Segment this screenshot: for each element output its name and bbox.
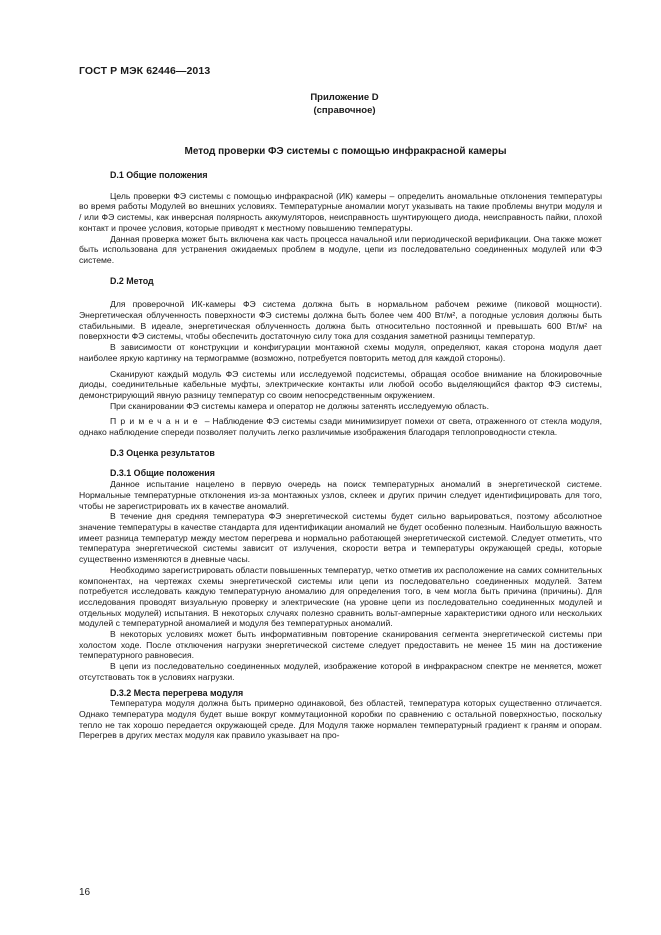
paragraph: Температура модуля должна быть примерно одинаковой, без областей, температура которых существенно отличается. Однако температура модуля будет выше вокруг коммутационной коробки по сравнению с остальной поверхностью, поскольку тепло не так хорошо передается окружающей среде. Для Модуля также нормален температурный градиент к граням и опорам. Перегрев в других местах модуля как правило указывает на про- (79, 698, 602, 741)
appendix-title: Метод проверки ФЭ системы с помощью инфракрасной камеры (184, 146, 507, 157)
paragraph: Данная проверка может быть включена как часть процесса начальной или периодической верификации. Она также может быть использована для устранения ожидаемых проблем в модуле, цепи из последовательно соединенных модулей или ФЭ системе. (79, 233, 602, 265)
subsection-heading-d31: D.3.1 Общие положения (110, 468, 215, 479)
paragraph: При сканировании ФЭ системы камера и оператор не должны затенять исследуемую область. (110, 400, 490, 411)
paragraph: В течение дня средняя температура ФЭ энергетической системы будет сильно варьироваться, поэтому абсолютное значение температуры в качестве стандарта для идентификации аномалий не будет особенно полезным. Наибольшую важность имеет разница температур между местом перегрева и нормально работающей энергетической системой. Следует отметить, что температура энергетической системы зависит от излучения, скорости ветра и температуры окружающей среды, которые существенно изменяются в дневные часы. (79, 511, 602, 565)
note-label: Примечание (110, 416, 202, 427)
paragraph: В зависимости от конструкции и конфигурации монтажной схемы модуля, определяют, какая сторона модуля дает наиболее яркую картинку на термограмме (возможно, потребуется повторить метод для каждой стороны). (79, 342, 602, 363)
paragraph: Цель проверки ФЭ системы с помощью инфракрасной (ИК) камеры – определить аномальные отклонения температуры во время работы Модулей во внешних условиях. Температурные аномалии могут указывать на такие проблемы внутри модуля и / или ФЭ системы, как инверсная полярность аккумуляторов, неисправность шунтирующего диода, неисправность пайки, плохой контакт и прочее условия, которые приводят к местному повышению температуры. (79, 190, 602, 233)
section-heading-d3: D.3 Оценка результатов (110, 447, 215, 458)
document-body (79, 170, 602, 741)
appendix-type: (справочное) (313, 104, 376, 116)
paragraph: Данное испытание нацелено в первую очередь на поиск температурных аномалий в энергетической системе. Нормальные температурные отклонения из-за монтажных узлов, склеек и других причин следует идентифицировать для того, чтобы не зарегистрировать их в качестве аномалий. (79, 479, 602, 511)
section-heading-d1: D.1 Общие положения (110, 170, 208, 180)
paragraph: В цепи из последовательно соединенных модулей, изображение которой в инфракрасном спектре не меняется, может отсутствовать ток в условиях нагрузки. (79, 661, 602, 682)
page-number: 16 (79, 887, 91, 898)
note-paragraph (79, 416, 602, 437)
paragraph: Для проверочной ИК-камеры ФЭ система должна быть в нормальном рабочем режиме (пиковой мощности). Энергетическая облученность поверхности ФЭ системы должна быть более чем 400 Вт/м², а погодные условия должны быть стабильными. В идеале, энергетическая облученность должна быть относительно постоянной и превышать 600 Вт/м² на поверхности ФЭ системы, чтобы обеспечить достаточную силу тока для создания заметной разницы температур. (79, 299, 602, 342)
section-heading-d2: D.2 Метод (110, 275, 154, 286)
paragraph: Необходимо зарегистрировать области повышенных температур, четко отметив их расположение на самих сомнительных компонентах, на чертежах схемы энергетической системы или цепи из последовательно соединенных модулей. Затем потребуется исследовать каждую температурную аномалию для определения того, в чем могла быть причина (причины). Для исследования проводят визуальную проверку и электрические (на уровне цепи из последовательно соединенных модулей и отдельных модулей) испытания. В некоторых случаях полезно сравнить вольт-амперные характеристики одного или нескольких модулей с температурной аномалией и модуля без температурных аномалий. (79, 564, 602, 629)
paragraph: Сканируют каждый модуль ФЭ системы или исследуемой подсистемы, обращая особое внимание на блокировочные диоды, соединительные кабельные муфты, электрические контакты или любой особо выделяющийся фактор ФЭ системы, демонстрирующий явную разницу температур со своим непосредственным окружением. (79, 368, 602, 400)
standard-designation: ГОСТ Р МЭК 62446—2013 (79, 65, 211, 77)
paragraph: В некоторых условиях может быть информативным повторение сканирования сегмента энергетической системы при холостом ходе. После отключения нагрузки энергетической системе следует предоставить не менее 15 мин на достижение температурного равновесия. (79, 629, 602, 661)
note-text: – Наблюдение ФЭ системы сзади минимизирует помехи от света, отраженного от стекла модуля, однако наблюдение спереди позволяет получить легко различимые изображения благодаря теплопроводности стекла. (79, 416, 602, 438)
subsection-heading-d32: D.3.2 Места перегрева модуля (110, 687, 244, 698)
appendix-label: Приложение D (310, 92, 379, 103)
appendix-heading (0, 92, 661, 117)
